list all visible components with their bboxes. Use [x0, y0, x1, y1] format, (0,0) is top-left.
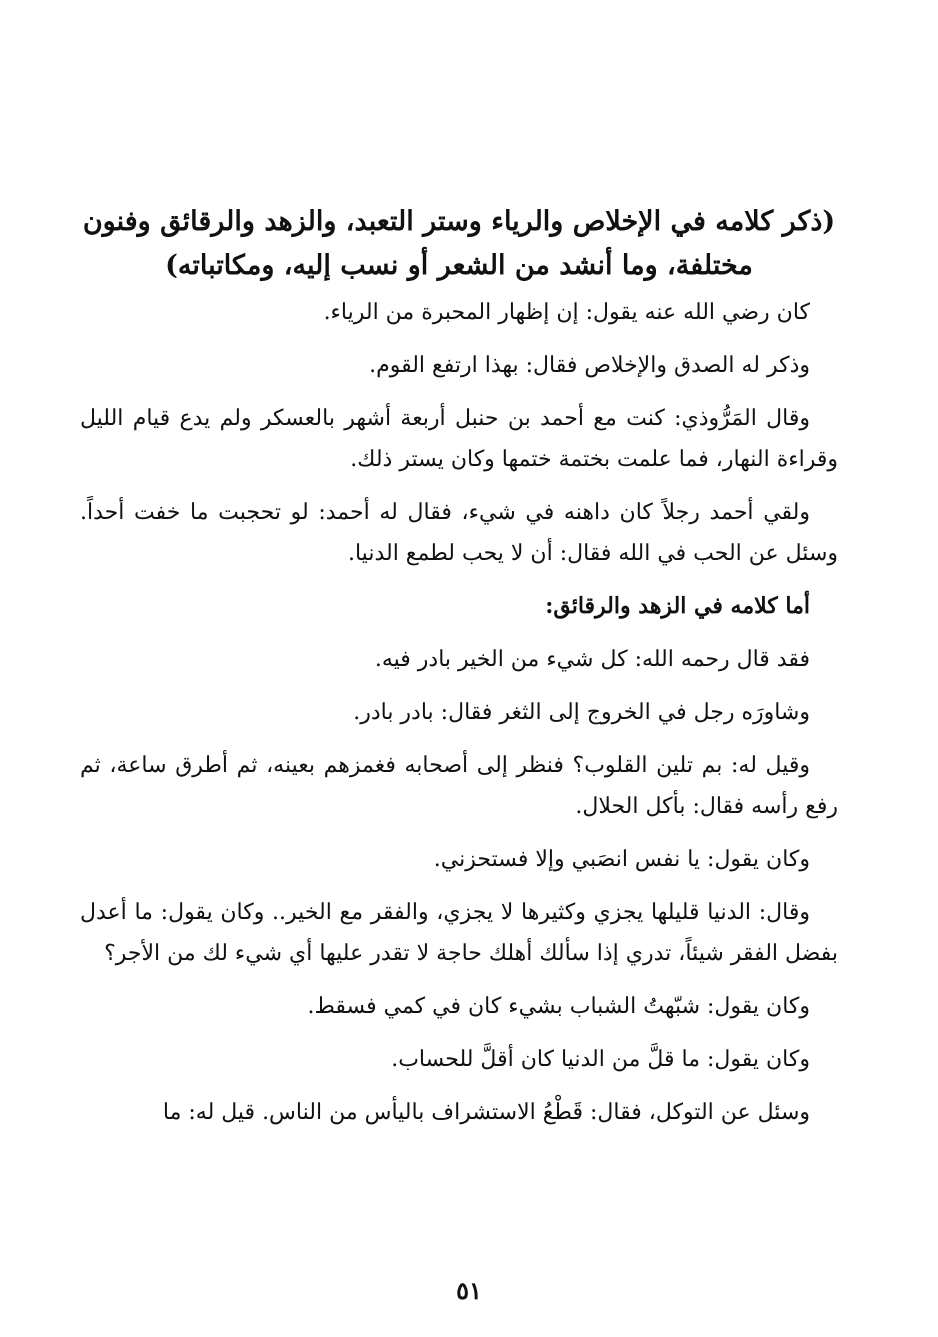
paragraph: ولقي أحمد رجلاً كان داهنه في شيء، فقال له أحمد: لو تحجبت ما خفت أحداً. وسئل عن الحب في الله فقال: أن لا يحب لطمع الدنيا. [80, 500, 838, 566]
paragraph: فقد قال رحمه الله: كل شيء من الخير بادر فيه. [374, 647, 810, 672]
section-heading: (ذكر كلامه في الإخلاص والرياء وستر التعبد، والزهد والرقائق وفنون مختلفة، وما أنشد من الشعر أو نسب إليه، ومكاتباته) [82, 206, 836, 281]
paragraph: كان رضي الله عنه يقول: إن إظهار المحبرة من الرياء. [323, 300, 810, 325]
paragraph: وسئل عن التوكل، فقال: قَطْعُ الاستشراف باليأس من الناس. قيل له: ما [162, 1100, 810, 1125]
paragraph: وقيل له: بم تلين القلوب؟ فنظر إلى أصحابه فغمزهم بعينه، ثم أطرق ساعة، ثم رفع رأسه فقال: بأكل الحلال. [80, 753, 838, 819]
paragraph: وكان يقول: يا نفس انصَبي وإلا فستحزني. [433, 847, 810, 872]
subsection-heading: أما كلامه في الزهد والرقائق: [545, 593, 810, 619]
paragraph: وكان يقول: شبّهتُ الشباب بشيء كان في كمي فسقط. [307, 994, 810, 1019]
page-number: ٥١ [456, 1276, 482, 1305]
paragraph: وقال المَرُّوذي: كنت مع أحمد بن حنبل أربعة أشهر بالعسكر ولم يدع قيام الليل وقراءة النهار، فما علمت بختمة ختمها وكان يستر ذلك. [80, 406, 838, 472]
paragraph: وذكر له الصدق والإخلاص فقال: بهذا ارتفع القوم. [369, 353, 810, 378]
paragraph: وقال: الدنيا قليلها يجزي وكثيرها لا يجزي، والفقر مع الخير.. وكان يقول: ما أعدل بفضل الفقر شيئاً، تدري إذا سألك أهلك حاجة لا تقدر عليها أي شيء لك من الأجر؟ [80, 900, 838, 966]
page-body [80, 200, 838, 1145]
paragraph: وكان يقول: ما قلَّ من الدنيا كان أقلَّ للحساب. [391, 1047, 810, 1072]
paragraph: وشاورَه رجل في الخروج إلى الثغر فقال: بادر بادر. [353, 700, 810, 725]
